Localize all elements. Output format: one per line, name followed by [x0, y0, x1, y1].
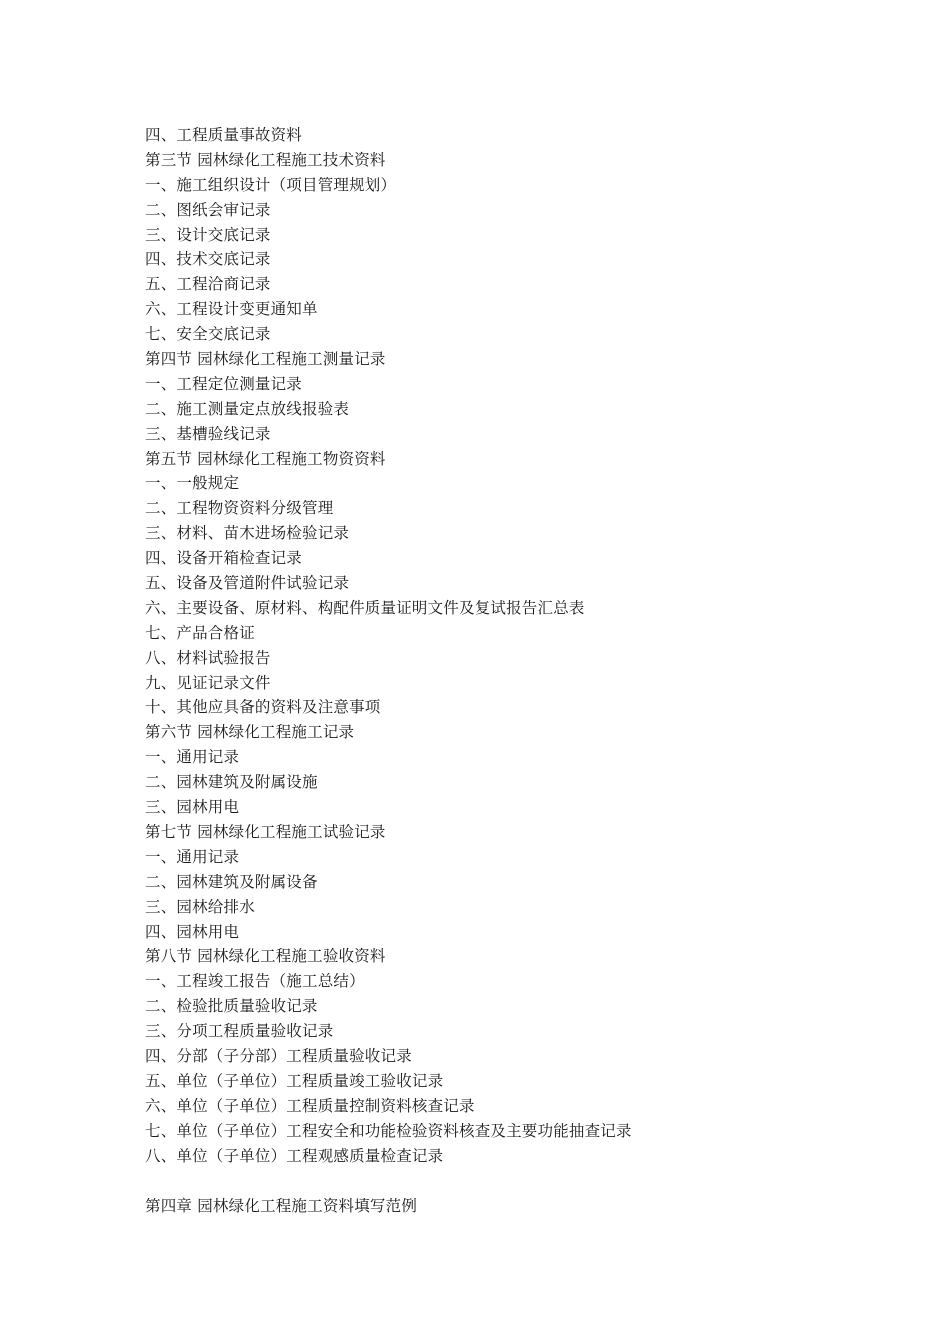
toc-item: 八、材料试验报告 [145, 648, 271, 667]
toc-item: 二、施工测量定点放线报验表 [145, 399, 350, 418]
toc-item: 一、施工组织设计（项目管理规划） [145, 175, 397, 194]
toc-item: 二、检验批质量验收记录 [145, 997, 318, 1016]
toc-item: 一、通用记录 [145, 847, 240, 866]
toc-item: 四、工程质量事故资料 [145, 126, 303, 144]
section-heading: 第三节 园林绿化工程施工技术资料 [145, 150, 386, 169]
toc-item: 四、分部（子分部）工程质量验收记录 [145, 1046, 412, 1065]
toc-item: 五、单位（子单位）工程质量竣工验收记录 [145, 1071, 444, 1090]
toc-item: 四、园林用电 [145, 922, 240, 941]
section-heading: 第七节 园林绿化工程施工试验记录 [145, 822, 386, 841]
toc-item: 六、单位（子单位）工程质量控制资料核查记录 [145, 1096, 475, 1115]
toc-item: 三、分项工程质量验收记录 [145, 1022, 334, 1041]
toc-item: 三、园林给排水 [145, 897, 255, 916]
section-heading: 第八节 园林绿化工程施工验收资料 [145, 947, 386, 966]
toc-item: 一、工程竣工报告（施工总结） [145, 972, 365, 991]
toc-item: 一、通用记录 [145, 748, 240, 767]
toc-item: 四、设备开箱检查记录 [145, 549, 303, 568]
toc-item: 三、园林用电 [145, 798, 240, 817]
toc-item: 七、安全交底记录 [145, 325, 271, 344]
toc-item: 七、单位（子单位）工程安全和功能检验资料核查及主要功能抽查记录 [145, 1121, 632, 1140]
toc-item: 三、材料、苗木进场检验记录 [145, 524, 350, 543]
toc-item: 二、园林建筑及附属设施 [145, 773, 318, 792]
toc-item: 一、工程定位测量记录 [145, 374, 303, 393]
toc-item: 八、单位（子单位）工程观感质量检查记录 [145, 1146, 444, 1165]
toc-item: 四、技术交底记录 [145, 250, 271, 269]
toc-item: 三、基槽验线记录 [145, 424, 271, 443]
toc-item: 二、图纸会审记录 [145, 200, 271, 219]
toc-item: 十、其他应具备的资料及注意事项 [145, 698, 381, 717]
toc-item: 七、产品合格证 [145, 623, 255, 642]
toc-item: 二、园林建筑及附属设备 [145, 872, 318, 891]
table-of-contents [145, 123, 845, 1168]
toc-item: 五、设备及管道附件试验记录 [145, 574, 350, 593]
section-heading: 第五节 园林绿化工程施工物资资料 [145, 449, 386, 468]
toc-item: 九、见证记录文件 [145, 673, 271, 692]
toc-item: 六、主要设备、原材料、构配件质量证明文件及复试报告汇总表 [145, 598, 585, 617]
chapter-heading: 第四章 园林绿化工程施工资料填写范例 [145, 1197, 418, 1215]
toc-item: 六、工程设计变更通知单 [145, 300, 318, 319]
section-heading: 第四节 园林绿化工程施工测量记录 [145, 350, 386, 369]
toc-item: 三、设计交底记录 [145, 225, 271, 244]
toc-item: 五、工程洽商记录 [145, 275, 271, 294]
section-heading: 第六节 园林绿化工程施工记录 [145, 723, 355, 742]
toc-item: 二、工程物资资料分级管理 [145, 499, 334, 518]
toc-item: 一、一般规定 [145, 474, 240, 493]
